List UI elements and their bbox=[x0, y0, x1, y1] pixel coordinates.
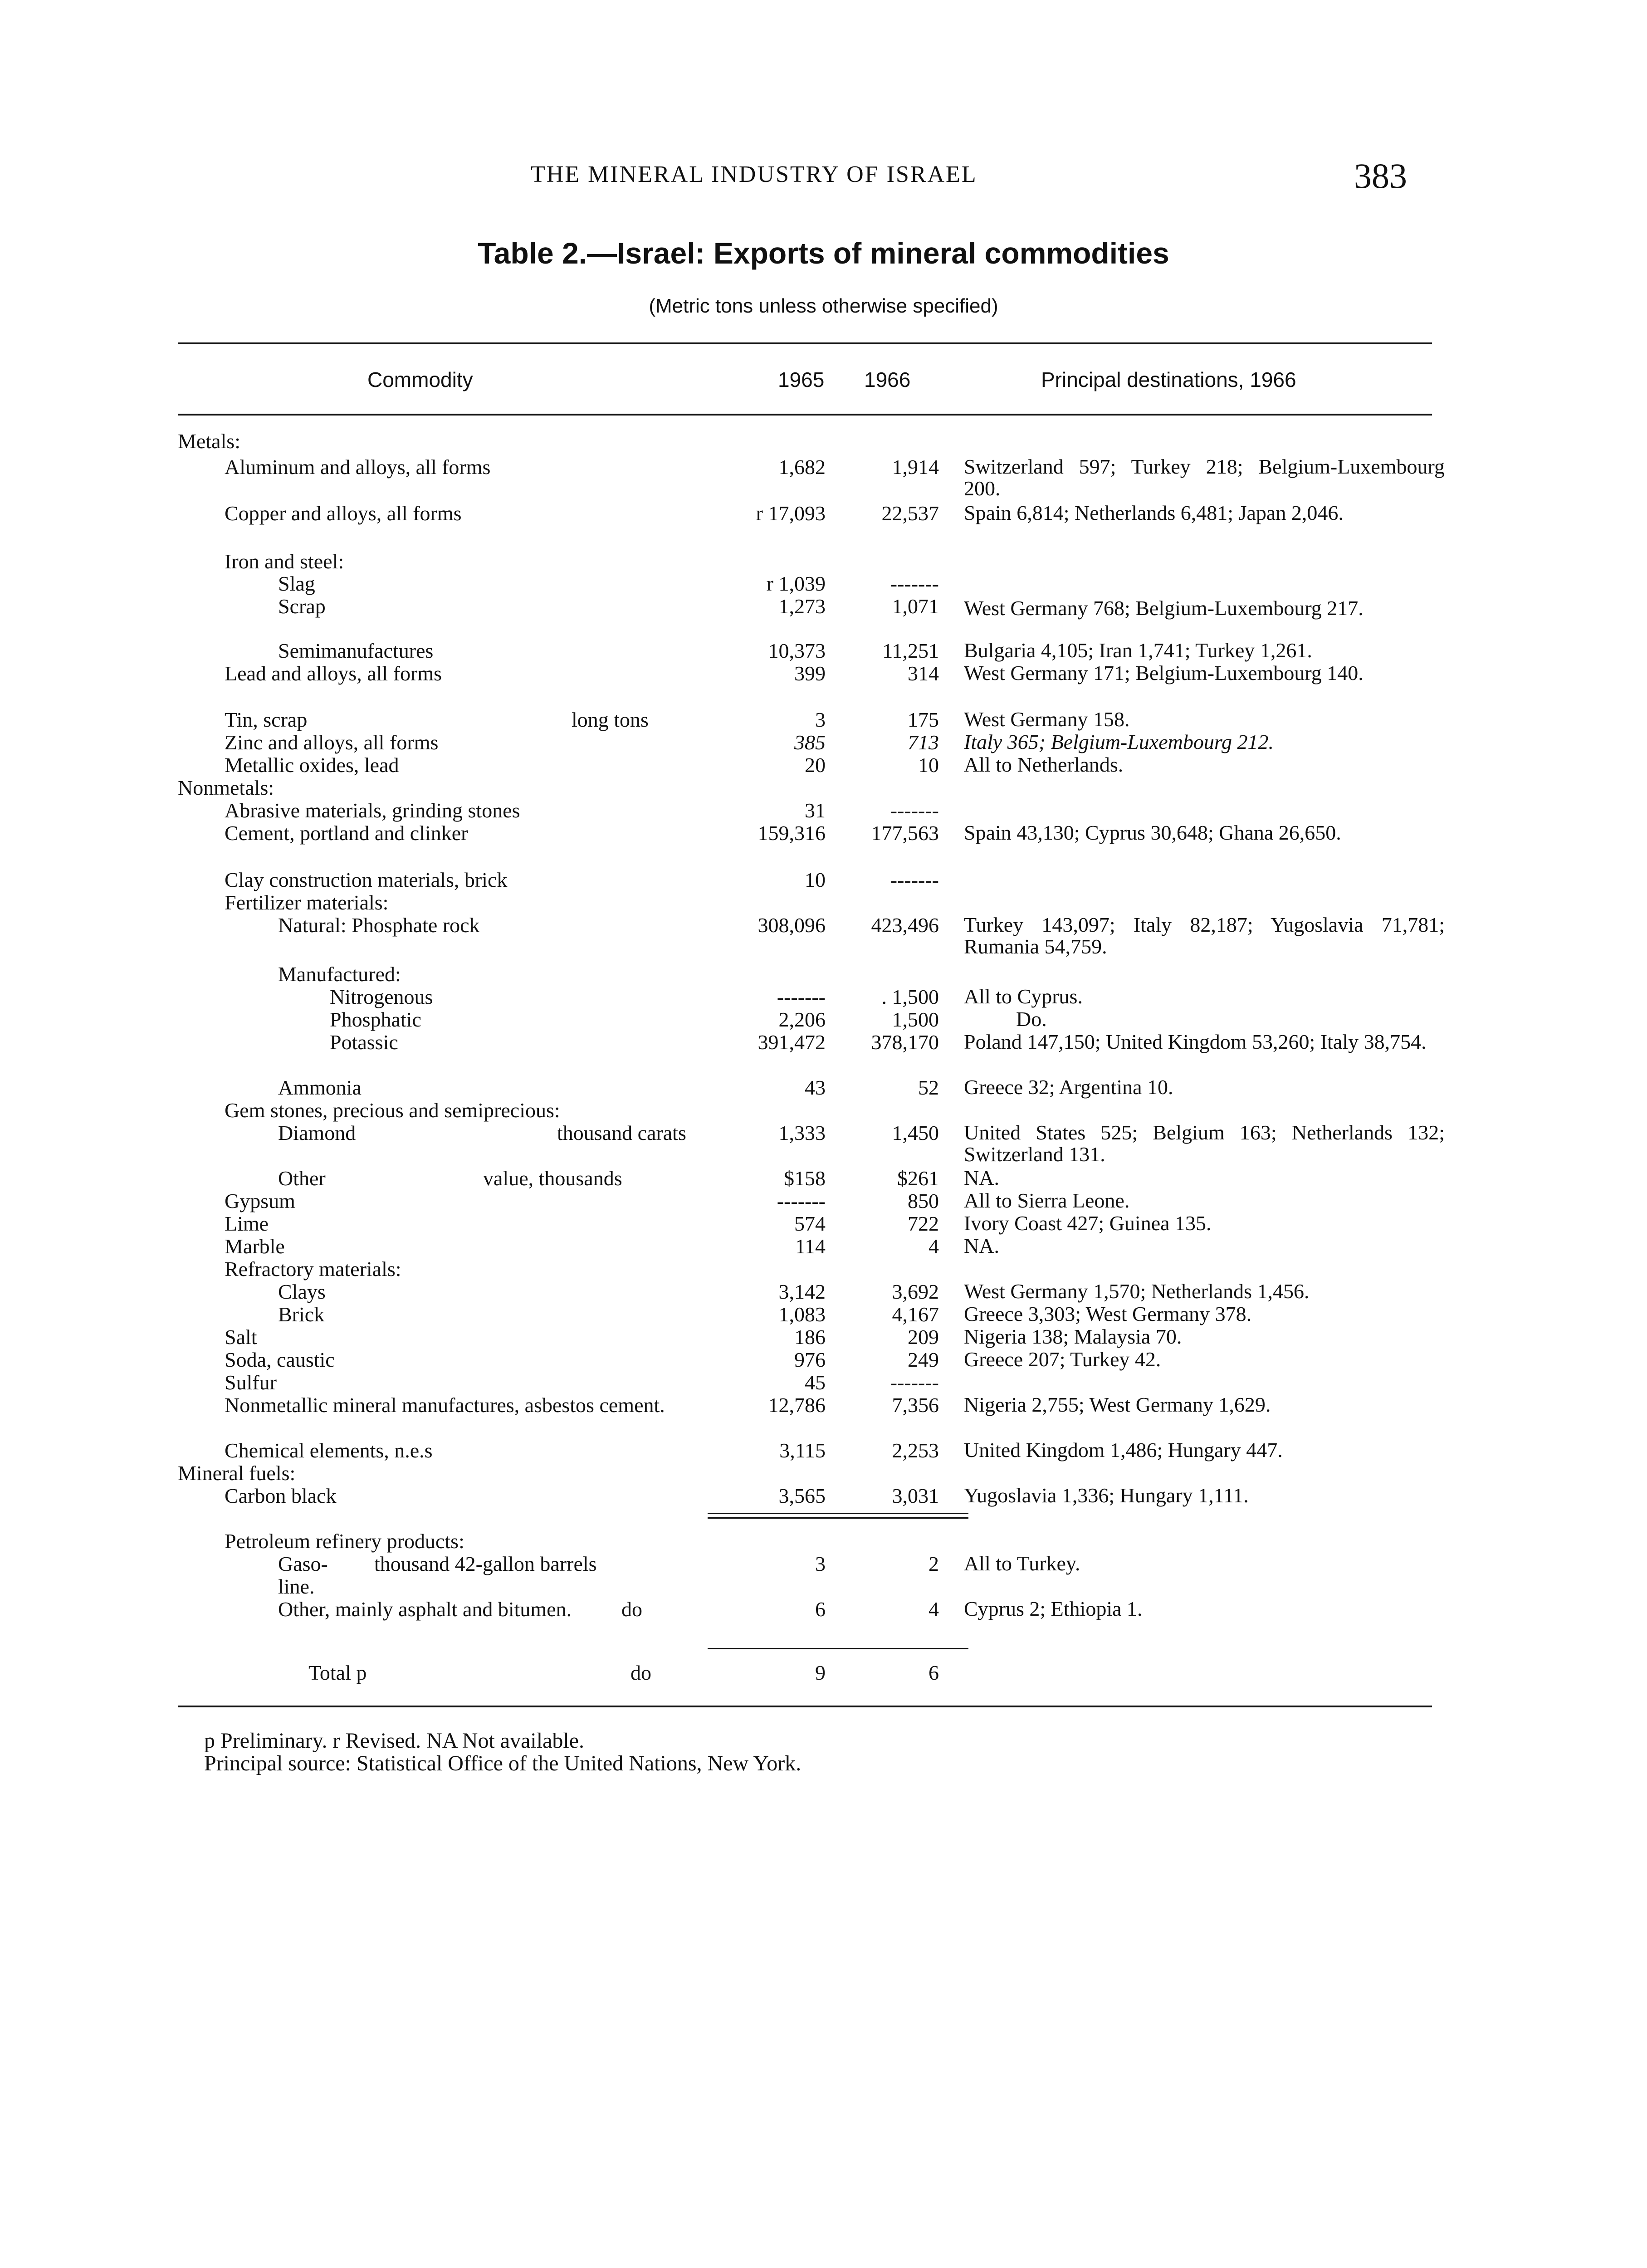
total-rule bbox=[708, 1648, 968, 1649]
header-rule bbox=[178, 414, 1432, 415]
table-row: Zinc and alloys, all forms 385 713 Italy 365; Belgium-Luxembourg 212. bbox=[225, 730, 1274, 754]
page-number: 383 bbox=[1354, 156, 1407, 196]
table-row: Nonmetals: bbox=[178, 776, 274, 799]
table-row: Metallic oxides, lead 20 10 All to Netherlands. bbox=[225, 753, 1124, 777]
table-row: Potassic 391,472 378,170 Poland 147,150; United Kingdom 53,260; Italy 38,754. bbox=[330, 1030, 1427, 1054]
top-rule bbox=[178, 342, 1432, 344]
header-1965: 1965 bbox=[778, 368, 825, 391]
table-row: Semimanufactures 10,373 11,251 Bulgaria 4,105; Iran 1,741; Turkey 1,261. bbox=[278, 639, 1312, 662]
table-subtitle: (Metric tons unless otherwise specified) bbox=[649, 295, 998, 317]
table-row: Metals: bbox=[178, 430, 240, 453]
table-row: Tin, scrap long tons 3 175 West Germany 158. bbox=[225, 708, 1130, 731]
header-destinations: Principal destinations, 1966 bbox=[1041, 368, 1296, 391]
table-row: Aluminum and alloys, all forms 1,682 1,914 Switzerland 597; Turkey 218; Belgium-Luxembourg 200. bbox=[225, 455, 1445, 500]
double-rule bbox=[708, 1513, 968, 1514]
table-row: Other value, thousands $158 $261 NA. bbox=[278, 1166, 999, 1190]
table-row: Sulfur 45 ------- bbox=[225, 1371, 939, 1394]
table-row: Gem stones, precious and semiprecious: bbox=[225, 1099, 560, 1122]
table-row: Manufactured: bbox=[278, 963, 401, 986]
table-row: Brick 1,083 4,167 Greece 3,303; West Germany 378. bbox=[278, 1302, 1252, 1326]
table-row: Phosphatic 2,206 1,500 Do. bbox=[330, 1007, 1047, 1031]
table-row: Mineral fuels: bbox=[178, 1461, 296, 1485]
table-row: Diamond thousand carats 1,333 1,450 United States 525; Belgium 163; Netherlands 132; Switzerland 131. bbox=[278, 1121, 1445, 1166]
footnote-legend: p Preliminary. r Revised. NA Not available. bbox=[204, 1729, 585, 1753]
table-row: Iron and steel: bbox=[225, 550, 344, 573]
table-row: Ammonia 43 52 Greece 32; Argentina 10. bbox=[278, 1075, 1173, 1099]
table-row: Clays 3,142 3,692 West Germany 1,570; Netherlands 1,456. bbox=[278, 1280, 1310, 1303]
table-row: Gaso-line. thousand 42-gallon barrels 3 2 All to Turkey. bbox=[278, 1552, 1080, 1598]
double-rule bbox=[708, 1517, 968, 1519]
table-row: Slag r 1,039 ------- bbox=[278, 572, 939, 595]
footnote-source: Principal source: Statistical Office of the United Nations, New York. bbox=[204, 1751, 802, 1775]
header-1966: 1966 bbox=[864, 368, 911, 391]
table-row: Scrap 1,273 1,071 West Germany 768; Belgium-Luxembourg 217. bbox=[278, 595, 1364, 620]
table-row: Carbon black 3,565 3,031 Yugoslavia 1,336; Hungary 1,111. bbox=[225, 1484, 1249, 1507]
table-row: Nitrogenous ------- . 1,500 All to Cyprus. bbox=[330, 985, 1083, 1008]
table-row: Copper and alloys, all forms r 17,093 22,537 Spain 6,814; Netherlands 6,481; Japan 2,046. bbox=[225, 501, 1344, 525]
table-row: Cement, portland and clinker 159,316 177,563 Spain 43,130; Cyprus 30,648; Ghana 26,650. bbox=[225, 821, 1341, 845]
running-title: THE MINERAL INDUSTRY OF ISRAEL bbox=[531, 161, 977, 187]
table-row: Refractory materials: bbox=[225, 1257, 401, 1281]
header-commodity: Commodity bbox=[367, 368, 473, 391]
table-row: Fertilizer materials: bbox=[225, 891, 389, 914]
table-row: Nonmetallic mineral manufactures, asbestos cement. 12,786 7,356 Nigeria 2,755; West Germany 1,629. bbox=[225, 1393, 1271, 1417]
table-row: Salt 186 209 Nigeria 138; Malaysia 70. bbox=[225, 1325, 1182, 1349]
table-row: Clay construction materials, brick 10 ------- bbox=[225, 868, 939, 891]
table-row: Lead and alloys, all forms 399 314 West Germany 171; Belgium-Luxembourg 140. bbox=[225, 661, 1364, 685]
bottom-rule bbox=[178, 1706, 1432, 1707]
table-row: Soda, caustic 976 249 Greece 207; Turkey 42. bbox=[225, 1348, 1161, 1371]
table-row: Marble 114 4 NA. bbox=[225, 1234, 999, 1258]
table-title: Table 2.—Israel: Exports of mineral commodities bbox=[478, 236, 1169, 270]
table-row: Total p do 9 6 bbox=[308, 1661, 939, 1684]
table-row: Chemical elements, n.e.s 3,115 2,253 United Kingdom 1,486; Hungary 447. bbox=[225, 1438, 1283, 1462]
table-row: Gypsum ------- 850 All to Sierra Leone. bbox=[225, 1189, 1130, 1212]
table-row: Other, mainly asphalt and bitumen. do 6 4 Cyprus 2; Ethiopia 1. bbox=[278, 1597, 1143, 1621]
table-row: Petroleum refinery products: bbox=[225, 1530, 464, 1553]
table-row: Lime 574 722 Ivory Coast 427; Guinea 135. bbox=[225, 1212, 1212, 1235]
table-row: Abrasive materials, grinding stones 31 ------- bbox=[225, 799, 939, 822]
table-row: Natural: Phosphate rock 308,096 423,496 Turkey 143,097; Italy 82,187; Yugoslavia 71,781; Rumania 54,759. bbox=[278, 913, 1445, 958]
